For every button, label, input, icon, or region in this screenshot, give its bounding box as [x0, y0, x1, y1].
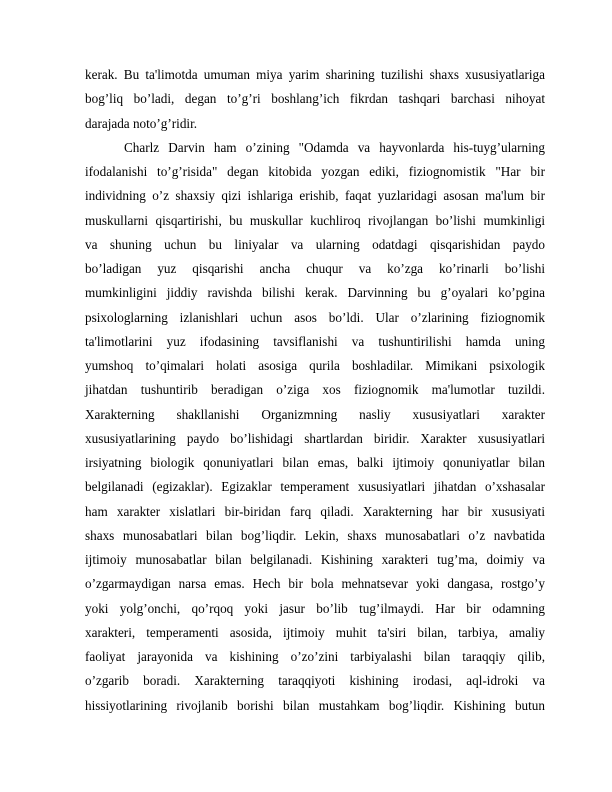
text-line: Charlz Darvin ham o’zining "Odamda va hayvonlarda his-tuyg’ularning [124, 139, 545, 155]
text-line: faoliyat jarayonida va kishining o’zo’zini tarbiyalashi bilan taraqqiy qilib, [85, 649, 545, 664]
text-line: Xarakterning shakllanishi Organizmning nasliy xususiyatlari xarakter [85, 406, 545, 422]
text-line: bog’liq bo’ladi, degan to’g’ri boshlang’ich fikrdan tashqari barchasi nihoyat [85, 91, 545, 107]
text-line: psixologlarning izlanishlari uchun asos bo’ldi. Ular o’zlarining fiziognomik [85, 309, 545, 325]
text-line: ham xarakter xislatlari bir-biridan farq qiladi. Xarakterning har bir xususiyati [85, 503, 545, 519]
text-line: ijtimoiy munosabatlar bilan belgilanadi. Kishining xarakteri tug’ma, doimiy va [85, 552, 545, 567]
text-line: xarakteri, temperamenti asosida, ijtimoiy muhit ta'siri bilan, tarbiya, amaliy [85, 624, 545, 640]
text-line: belgilanadi (egizaklar). Egizaklar temperament xususiyatlari jihatdan o’xshasalar [85, 479, 545, 495]
text-line: kerak. Bu ta'limotda umuman miya yarim sharining tuzilishi shaxs xususiyatlariga [85, 67, 545, 82]
text-line: bo’ladigan yuz qisqarishi ancha chuqur va ko’zga ko’rinarli bo’lishi [85, 261, 545, 276]
text-line: individning o’z shaxsiy qizi ishlariga erishib, faqat yuzlaridagi asosan ma'lum bir [85, 188, 545, 204]
text-line: shaxs munosabatlari bilan bog’liqdir. Lekin, shaxs munosabatlari o’z navbatida [85, 527, 545, 543]
text-line: o’zgarib boradi. Xarakterning taraqqiyoti kishining irodasi, aql-idroki va [85, 673, 545, 689]
text-line: yumshoq to’qimalari holati asosiga qurila boshladilar. Mimikani psixologik [85, 358, 545, 373]
text-line: jihatdan tushuntirib beradigan o’ziga xos fiziognomik ma'lumotlar tuzildi. [85, 382, 545, 398]
text-line: muskullarni qisqartirishi, bu muskullar kuchliroq rivojlangan bo’lishi mumkinligi [85, 212, 545, 228]
text-line: ta'limotlarini yuz ifodasining tavsiflanishi va tushuntirilishi hamda uning [85, 333, 545, 349]
text-line: darajada noto’g’ridir. [85, 115, 198, 131]
text-line: ifodalanishi to’g’risida" degan kitobida yozgan ediki, fiziognomistik "Har bir [85, 164, 545, 179]
text-line: irsiyatning biologik qonuniyatlari bilan emas, balki ijtimoiy qonuniyatlar bilan [85, 455, 545, 470]
text-line: va shuning uchun bu liniyalar va ularning odatdagi qisqarishidan paydo [85, 236, 545, 252]
text-line: mumkinligini jiddiy ravishda bilishi kerak. Darvinning bu g’oyalari ko’pgina [85, 285, 545, 301]
text-line: yoki yolg’onchi, qo’rqoq yoki jasur bo’lib tug’ilmaydi. Har bir odamning [85, 600, 545, 616]
text-line: o’zgarmaydigan narsa emas. Hech bir bola mehnatsevar yoki dangasa, rostgo’y [85, 576, 545, 592]
body-text [85, 63, 545, 718]
text-line: xususiyatlarining paydo bo’lishidagi shartlardan biridir. Xarakter xususiyatlari [85, 430, 545, 446]
text-line: hissiyotlarining rivojlanib borishi bilan mustahkam bog’liqdir. Kishining butun [85, 697, 545, 713]
